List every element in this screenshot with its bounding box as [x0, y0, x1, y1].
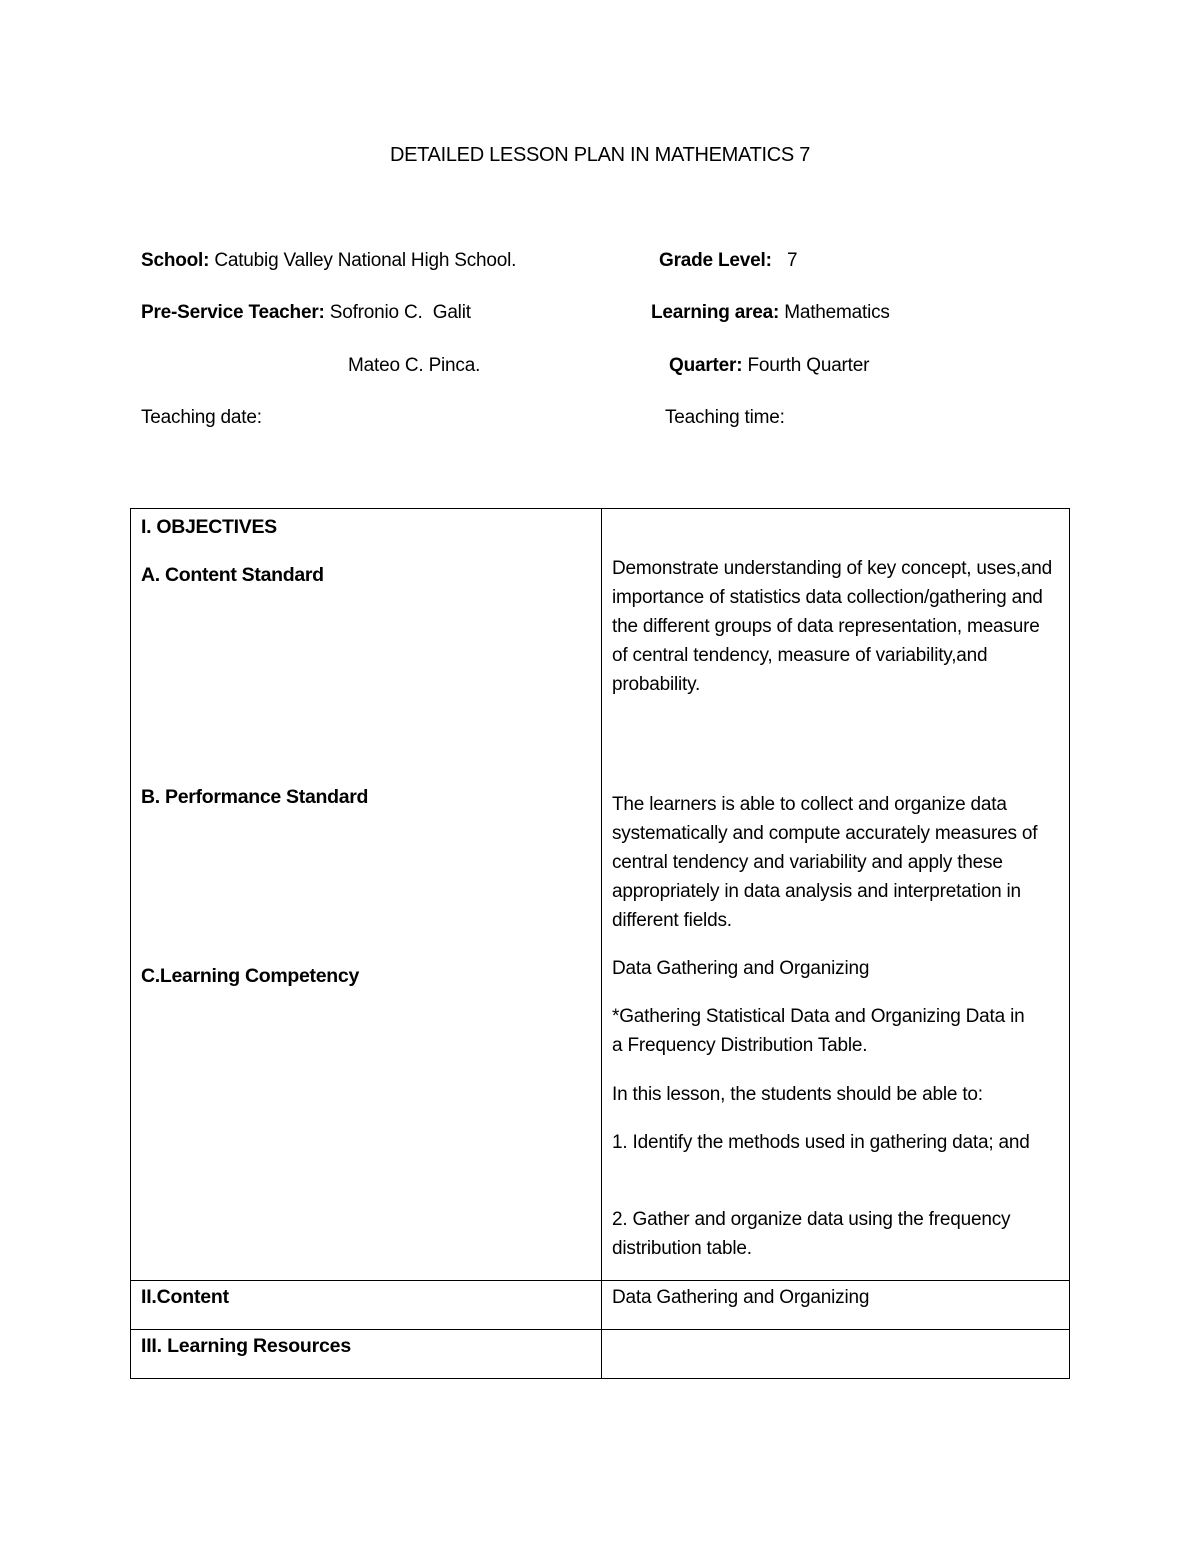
quarter-label: Quarter:: [669, 355, 743, 376]
content-label-cell: [131, 1281, 602, 1330]
quarter-value: Fourth Quarter: [742, 355, 870, 376]
content-standard-text: Demonstrate understanding of key concept, uses,and importance of statistics data collection/gathering and the different groups of data representation, measure of central tendency, measure of variability,and probability.: [612, 558, 1052, 695]
content-standard-label: A. Content Standard: [141, 564, 324, 586]
objectives-row: [131, 509, 1070, 1281]
grade-level-value: 7: [771, 250, 798, 271]
resources-label: III. Learning Resources: [141, 1335, 351, 1357]
objectives-labels-cell: [131, 509, 602, 1281]
content-value: Data Gathering and Organizing: [612, 1287, 870, 1308]
objectives-content-cell: [602, 509, 1070, 1281]
learning-competency-label: C.Learning Competency: [141, 965, 359, 987]
resources-label-cell: [131, 1330, 602, 1379]
content-row: [131, 1281, 1070, 1330]
objectives-heading: I. OBJECTIVES: [141, 516, 277, 538]
competency-item-2: 2. Gather and organize data using the frequency distribution table.: [612, 1209, 1011, 1259]
competency-intro: In this lesson, the students should be able to:: [612, 1084, 983, 1105]
quarter-field: [669, 355, 869, 377]
lesson-plan-table: [130, 508, 1070, 1379]
competency-item-1: 1. Identify the methods used in gathering data; and: [612, 1132, 1030, 1153]
second-teacher: Mateo C. Pinca.: [348, 355, 481, 376]
teaching-time-label: Teaching time:: [665, 407, 785, 428]
performance-standard-label: B. Performance Standard: [141, 786, 369, 808]
page-title: DETAILED LESSON PLAN IN MATHEMATICS 7: [389, 144, 811, 166]
competency-title: Data Gathering and Organizing: [612, 958, 870, 979]
content-label: II.Content: [141, 1286, 229, 1308]
teaching-date-label: Teaching date:: [141, 407, 262, 428]
competency-subtitle: *Gathering Statistical Data and Organizing Data in a Frequency Distribution Table.: [612, 1006, 1025, 1056]
teacher-value: Sofronio C. Galit: [324, 302, 471, 323]
grade-level-label: Grade Level:: [659, 250, 772, 271]
content-value-cell: [602, 1281, 1070, 1330]
grade-level-field: [659, 250, 797, 272]
resources-value-cell: [602, 1330, 1070, 1379]
teacher-field: [141, 302, 471, 324]
learning-area-field: [651, 302, 890, 324]
learning-area-value: Mathematics: [779, 302, 890, 323]
teacher-label: Pre-Service Teacher:: [141, 302, 325, 323]
school-field: [141, 250, 516, 272]
school-value: Catubig Valley National High School.: [209, 250, 517, 271]
school-label: School:: [141, 250, 210, 271]
performance-standard-text: The learners is able to collect and organize data systematically and compute accurately measures of central tendency and variability and apply these appropriately in data analysis and interpretation in different fields.: [612, 794, 1038, 931]
learning-area-label: Learning area:: [651, 302, 780, 323]
resources-row: [131, 1330, 1070, 1379]
